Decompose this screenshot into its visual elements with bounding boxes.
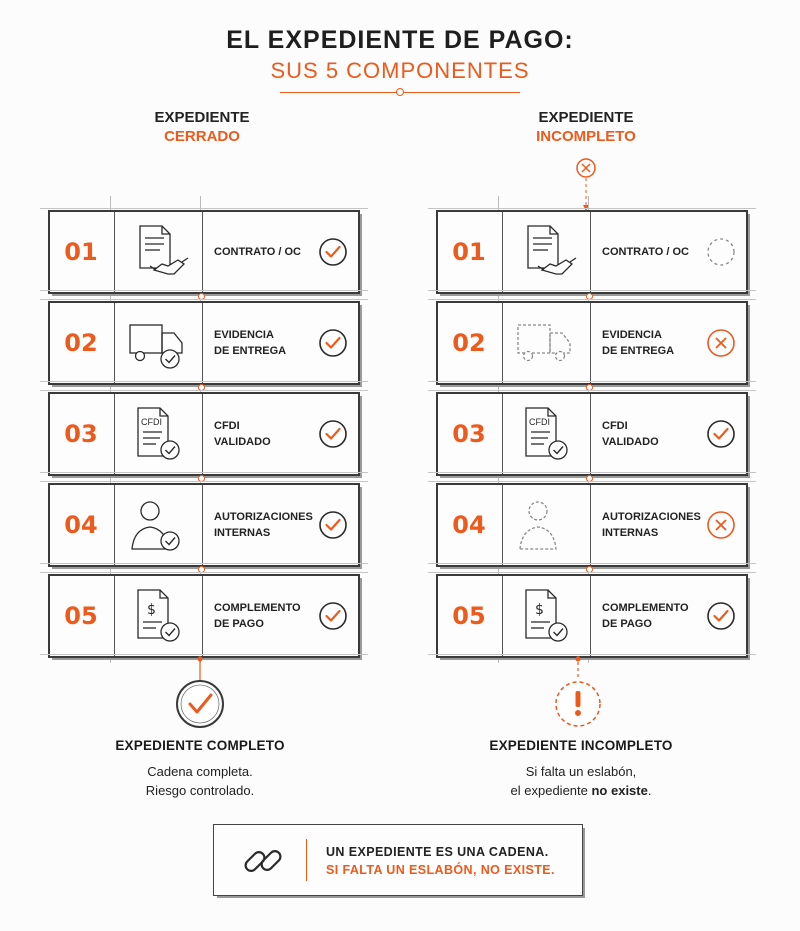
column-heading-incomplete	[456, 108, 716, 146]
result-line-part: el expediente	[510, 783, 592, 798]
construction-guide-line	[40, 390, 368, 391]
column-heading-line1: EXPEDIENTE	[538, 109, 634, 126]
title-divider-dot	[396, 88, 404, 96]
status-cross-icon	[706, 328, 736, 358]
svg-text:CFDI: CFDI	[529, 417, 550, 427]
status-check-icon	[706, 419, 736, 449]
delivery-truck-icon	[120, 311, 196, 375]
status-check-icon	[318, 328, 348, 358]
status-check-icon	[318, 510, 348, 540]
status-empty-icon	[706, 237, 736, 267]
component-number: 04	[64, 511, 98, 539]
result-line: Si falta un eslabón,	[525, 764, 637, 779]
card-divider	[114, 485, 115, 565]
contract-handshake-icon	[508, 220, 584, 284]
status-check-icon	[318, 419, 348, 449]
component-label-line1: COMPLEMENTO	[214, 602, 301, 614]
card-divider	[202, 394, 203, 474]
chain-link-icon	[240, 838, 286, 884]
result-emphasis: no existe	[591, 783, 648, 798]
column-heading-line1: EXPEDIENTE	[154, 109, 250, 126]
construction-guide-line	[428, 654, 756, 655]
card-divider	[502, 485, 503, 565]
component-label-line1: EVIDENCIA	[214, 329, 274, 341]
construction-guide-line	[428, 572, 756, 573]
component-label	[214, 576, 314, 656]
construction-guide-line	[428, 390, 756, 391]
component-label	[214, 212, 314, 292]
construction-guide-line	[40, 654, 368, 655]
missing-link-x-icon	[574, 156, 598, 214]
component-label-line2: DE PAGO	[602, 618, 652, 630]
component-label	[214, 303, 314, 383]
component-card	[436, 301, 748, 385]
svg-text:$: $	[147, 602, 156, 618]
card-divider	[114, 303, 115, 383]
construction-guide-line	[428, 290, 756, 291]
construction-guide-line	[428, 472, 756, 473]
component-card	[436, 210, 748, 294]
card-divider	[502, 303, 503, 383]
component-label	[602, 394, 702, 474]
component-label-line1: CONTRATO / OC	[602, 246, 689, 258]
component-label-line2: VALIDADO	[214, 436, 271, 448]
card-divider	[114, 394, 115, 474]
card-divider	[590, 303, 591, 383]
construction-guide-line	[40, 299, 368, 300]
component-number: 05	[64, 602, 98, 630]
construction-guide-line	[428, 299, 756, 300]
component-label-line2: DE ENTREGA	[602, 345, 675, 357]
component-number: 02	[64, 329, 98, 357]
component-number: 03	[64, 420, 98, 448]
main-subtitle: SUS 5 COMPONENTES	[270, 58, 530, 83]
component-label	[214, 394, 314, 474]
component-label	[602, 212, 702, 292]
component-card	[436, 392, 748, 476]
component-number: 01	[452, 238, 486, 266]
result-line	[431, 781, 731, 800]
card-divider	[114, 576, 115, 656]
contract-handshake-icon	[120, 220, 196, 284]
component-card	[436, 574, 748, 658]
component-label	[602, 576, 702, 656]
column-heading-line2: CERRADO	[164, 128, 240, 145]
component-label-line1: CFDI	[602, 420, 628, 432]
construction-guide-line	[428, 481, 756, 482]
person-approval-icon	[120, 493, 196, 557]
component-label	[214, 485, 314, 565]
banner-line2: SI FALTA UN ESLABÓN, NO EXISTE.	[326, 863, 555, 877]
payment-document-icon	[120, 584, 196, 648]
construction-guide-line	[40, 290, 368, 291]
component-card	[48, 210, 360, 294]
banner-separator	[306, 839, 307, 881]
person-approval-icon	[508, 493, 584, 557]
delivery-truck-icon	[508, 311, 584, 375]
column-heading-line2: INCOMPLETO	[536, 128, 636, 145]
component-label	[602, 485, 702, 565]
svg-text:CFDI: CFDI	[141, 417, 162, 427]
construction-guide-line	[40, 563, 368, 564]
svg-text:$: $	[535, 602, 544, 618]
card-divider	[202, 212, 203, 292]
component-number: 03	[452, 420, 486, 448]
card-divider	[502, 394, 503, 474]
complete-check-badge-icon	[174, 656, 226, 732]
component-card	[48, 574, 360, 658]
status-check-icon	[706, 601, 736, 631]
card-divider	[590, 212, 591, 292]
cfdi-document-icon	[120, 402, 196, 466]
main-title: EL EXPEDIENTE DE PAGO:	[226, 26, 574, 54]
card-divider	[590, 576, 591, 656]
component-label-line1: AUTORIZACIONES	[214, 511, 313, 523]
status-check-icon	[318, 237, 348, 267]
card-divider	[202, 485, 203, 565]
component-label-line1: AUTORIZACIONES	[602, 511, 701, 523]
construction-guide-line	[428, 563, 756, 564]
result-line: Cadena completa.	[147, 764, 253, 779]
component-label-line2: VALIDADO	[602, 436, 659, 448]
component-label-line1: EVIDENCIA	[602, 329, 662, 341]
result-text-complete	[50, 762, 350, 800]
cfdi-document-icon	[508, 402, 584, 466]
construction-guide-line	[428, 381, 756, 382]
banner-line1: UN EXPEDIENTE ES UNA CADENA.	[326, 845, 549, 859]
result-title-complete: EXPEDIENTE COMPLETO	[115, 738, 285, 753]
column-heading-closed	[72, 108, 332, 146]
component-card	[48, 392, 360, 476]
component-number: 02	[452, 329, 486, 357]
construction-guide-line	[428, 208, 756, 209]
component-card	[48, 483, 360, 567]
construction-guide-line	[40, 208, 368, 209]
incomplete-alert-badge-icon	[552, 656, 604, 732]
chain-banner	[213, 824, 583, 896]
construction-guide-line	[40, 572, 368, 573]
card-divider	[114, 212, 115, 292]
payment-document-icon	[508, 584, 584, 648]
component-number: 04	[452, 511, 486, 539]
status-check-icon	[318, 601, 348, 631]
component-number: 01	[64, 238, 98, 266]
construction-guide-line	[40, 481, 368, 482]
construction-guide-line	[40, 472, 368, 473]
component-label-line2: DE PAGO	[214, 618, 264, 630]
status-cross-icon	[706, 510, 736, 540]
component-label-line1: CONTRATO / OC	[214, 246, 301, 258]
component-card	[48, 301, 360, 385]
component-label-line2: DE ENTREGA	[214, 345, 287, 357]
card-divider	[590, 394, 591, 474]
result-line-part: .	[647, 783, 652, 798]
component-label-line2: INTERNAS	[602, 527, 659, 539]
card-divider	[502, 576, 503, 656]
component-label-line1: COMPLEMENTO	[602, 602, 689, 614]
component-card	[436, 483, 748, 567]
component-label-line1: CFDI	[214, 420, 240, 432]
construction-guide-line	[40, 381, 368, 382]
result-title-incomplete: EXPEDIENTE INCOMPLETO	[489, 738, 673, 753]
component-label-line2: INTERNAS	[214, 527, 271, 539]
result-text-incomplete	[431, 762, 731, 800]
card-divider	[590, 485, 591, 565]
component-number: 05	[452, 602, 486, 630]
card-divider	[202, 576, 203, 656]
card-divider	[202, 303, 203, 383]
result-line: Riesgo controlado.	[145, 783, 255, 798]
component-label	[602, 303, 702, 383]
card-divider	[502, 212, 503, 292]
